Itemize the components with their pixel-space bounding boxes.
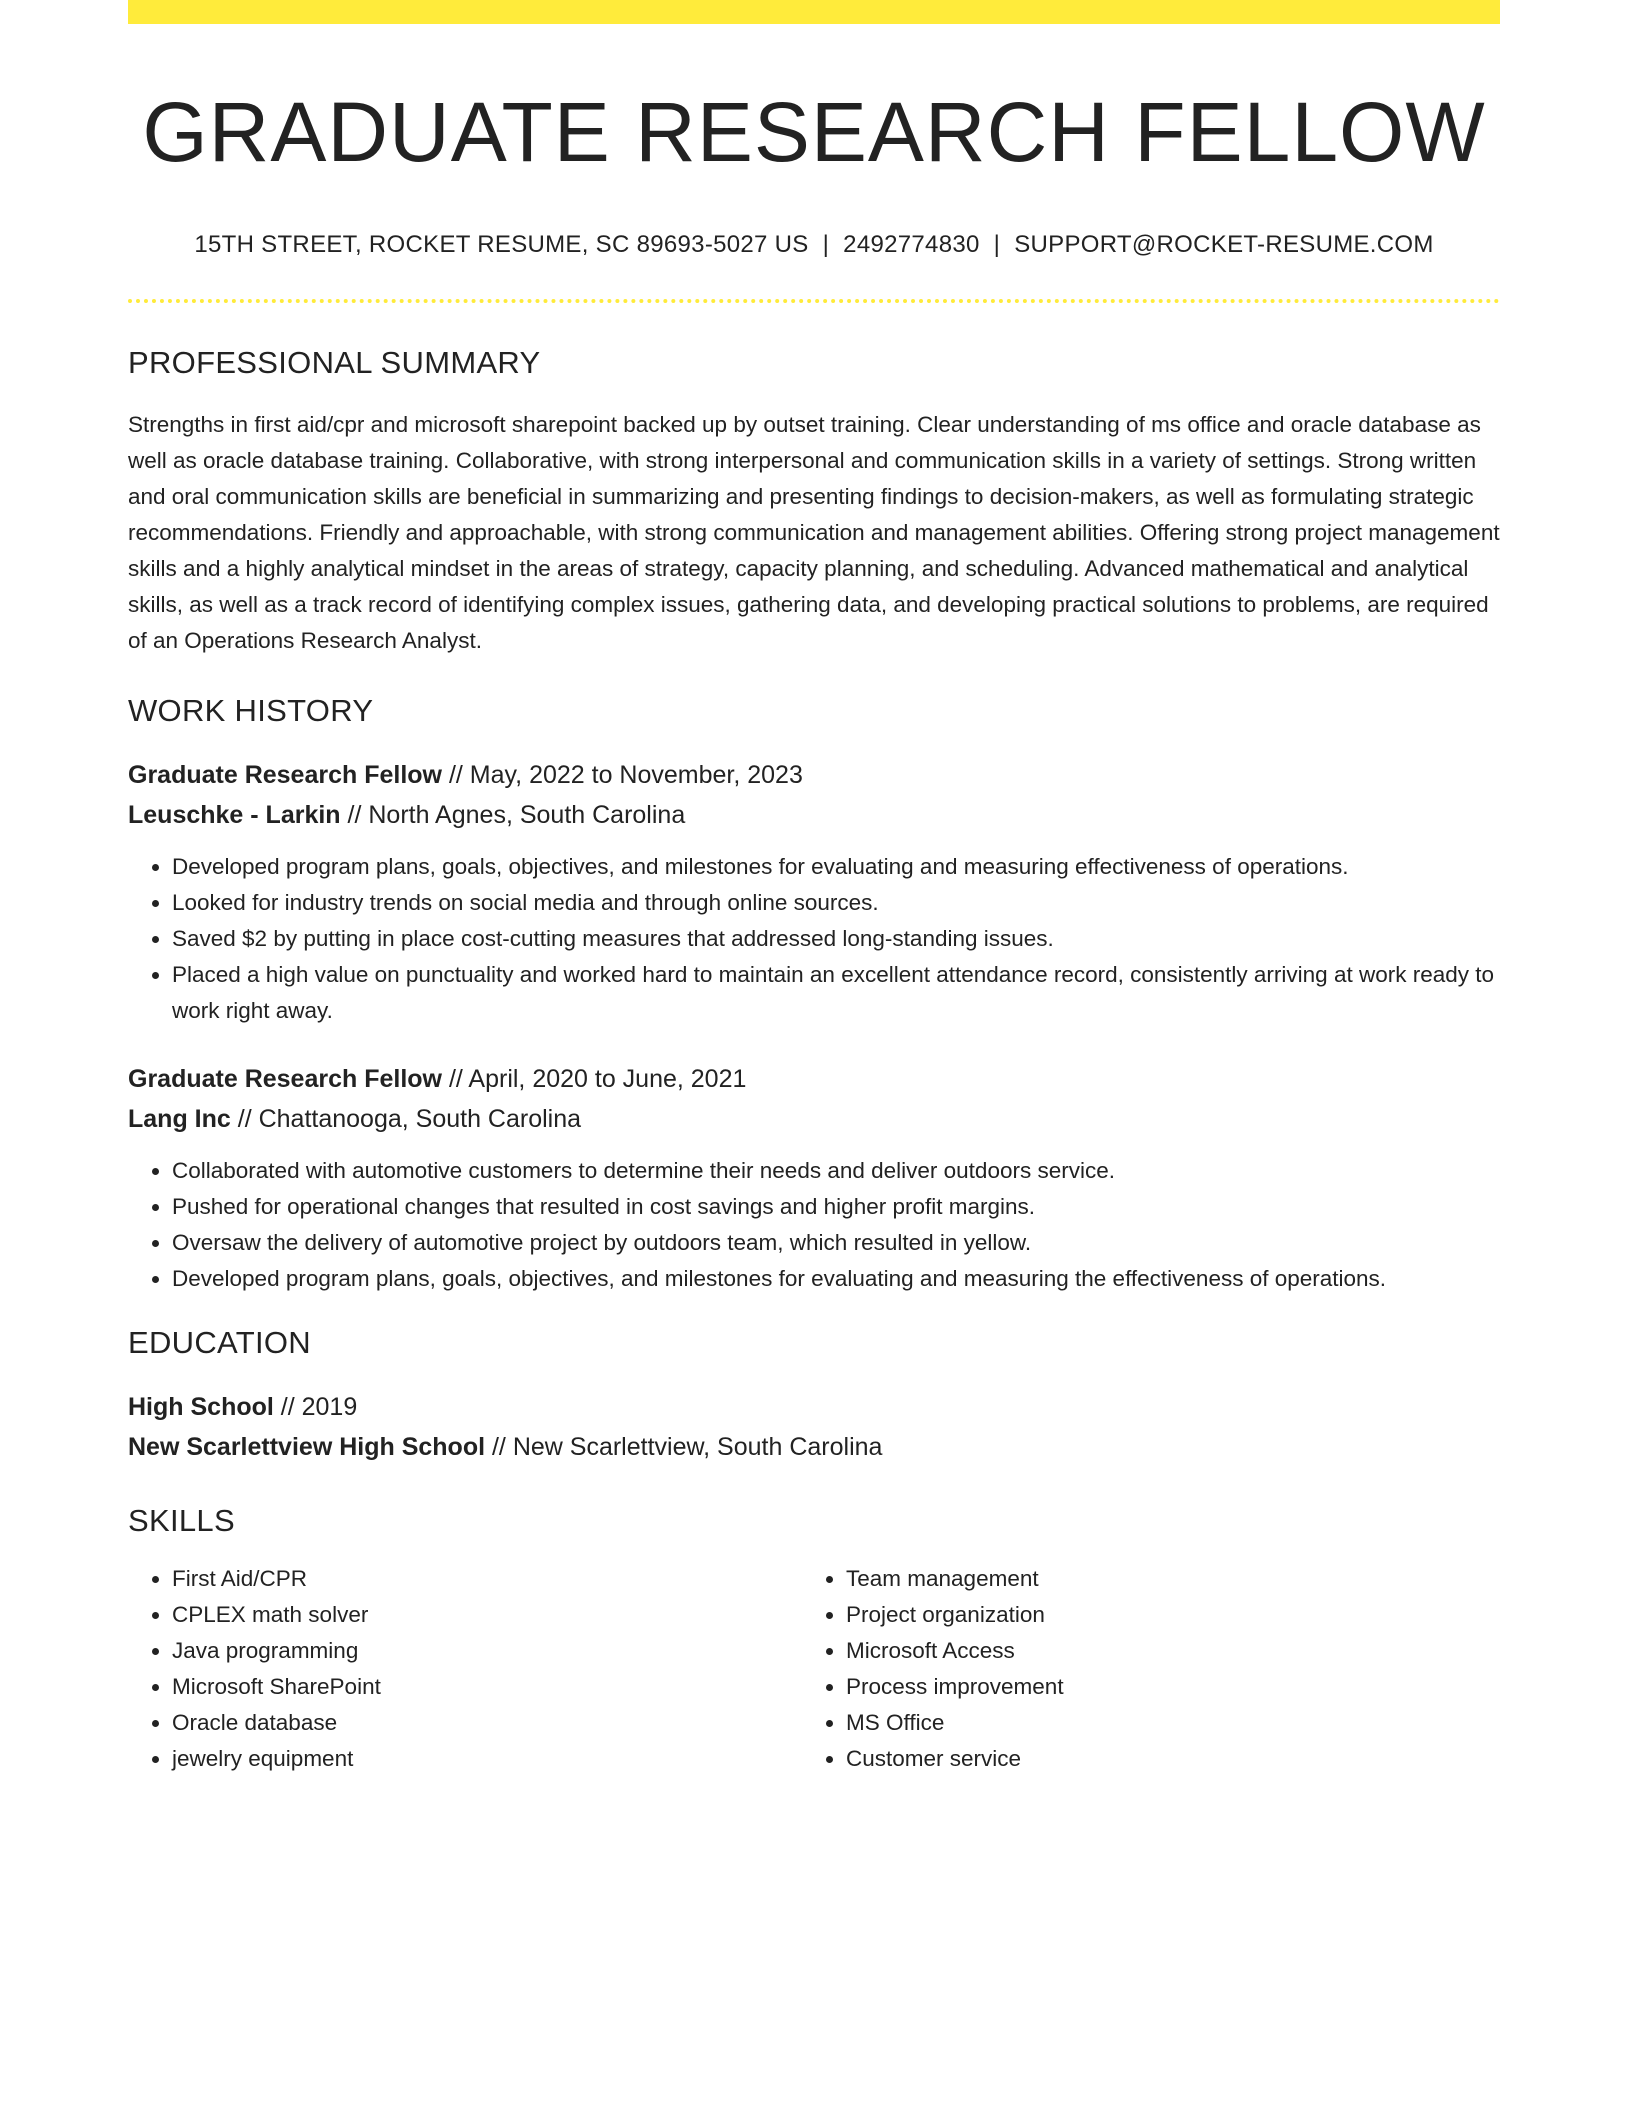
contact-line: [128, 231, 1500, 259]
list-item: • Oversaw the delivery of automotive project by outdoors team, which resulted in yellow.: [172, 1225, 1500, 1261]
skill-item: • CPLEX math solver: [172, 1597, 802, 1633]
job-title-line: [128, 1059, 1500, 1099]
email-text: SUPPORT@ROCKET-RESUME.COM: [1014, 230, 1434, 258]
degree: High School: [128, 1392, 274, 1421]
skill-item: • Java programming: [172, 1633, 802, 1669]
skills-grid: [128, 1561, 1500, 1777]
skills-heading: SKILLS: [128, 1502, 235, 1538]
job-dates: // April, 2020 to June, 2021: [442, 1064, 747, 1093]
school-location: // New Scarlettview, South Carolina: [485, 1432, 883, 1461]
job-entry: [128, 1059, 1500, 1297]
job-company: Leuschke - Larkin: [128, 800, 341, 829]
skill-item: • Customer service: [846, 1741, 1476, 1777]
list-item: • Saved $2 by putting in place cost-cutting measures that addressed long-standing issues.: [172, 921, 1500, 957]
school-name: New Scarlettview High School: [128, 1432, 486, 1461]
job-title-line: [128, 755, 1500, 795]
dotted-divider: [128, 299, 1500, 303]
contact-separator: |: [993, 230, 1001, 258]
skills-column-left: [128, 1561, 802, 1777]
list-item: • Developed program plans, goals, objectives, and milestones for evaluating and measuring the effectiveness of operations.: [172, 1261, 1500, 1297]
list-item: • Collaborated with automotive customers to determine their needs and deliver outdoors service.: [172, 1153, 1500, 1189]
summary-text: Strengths in first aid/cpr and microsoft sharepoint backed up by outset training. Clear understanding of ms office and oracle database as well as oracle database training. Collaborative, with strong interpersonal and communication skills in a variety of settings. Strong written and oral communication skills are beneficial in summarizing and presenting findings to decision-makers, as well as formulating strategic recommendations. Friendly and approachable, with strong communication and management abilities. Offering strong project management skills and a highly analytical mindset in the areas of strategy, capacity planning, and scheduling. Advanced mathematical and analytical skills, as well as a track record of identifying complex issues, gathering data, and developing practical solutions to problems, are required of an Operations Research Analyst.: [128, 411, 1500, 653]
job-company: Lang Inc: [128, 1104, 231, 1133]
summary-heading: PROFESSIONAL SUMMARY: [128, 344, 541, 380]
job-bullets: [128, 849, 1500, 1029]
phone-text: 2492774830: [843, 230, 980, 258]
education-entry: [128, 1387, 1500, 1467]
graduation-year: // 2019: [273, 1392, 358, 1421]
job-company-line: [128, 1099, 1500, 1139]
contact-separator: |: [822, 230, 830, 258]
education-heading: EDUCATION: [128, 1324, 311, 1360]
resume-page: [128, 0, 1500, 1777]
resume-title: GRADUATE RESEARCH FELLOW: [142, 85, 1486, 179]
list-item: • Pushed for operational changes that resulted in cost savings and higher profit margins.: [172, 1189, 1500, 1225]
skill-item: • Microsoft Access: [846, 1633, 1476, 1669]
skill-item: • Process improvement: [846, 1669, 1476, 1705]
list-item: • Placed a high value on punctuality and worked hard to maintain an excellent attendance record, consistently arriving at work ready to work right away.: [172, 957, 1500, 1029]
job-title: Graduate Research Fellow: [128, 760, 443, 789]
job-title: Graduate Research Fellow: [128, 1064, 443, 1093]
job-company-line: [128, 795, 1500, 835]
degree-line: [128, 1387, 1500, 1427]
skill-item: • Oracle database: [172, 1705, 802, 1741]
accent-bar: [128, 0, 1500, 24]
skill-item: • First Aid/CPR: [172, 1561, 802, 1597]
job-location: // North Agnes, South Carolina: [340, 800, 686, 829]
list-item: • Looked for industry trends on social media and through online sources.: [172, 885, 1500, 921]
address-text: 15TH STREET, ROCKET RESUME, SC 89693-5027 US: [194, 230, 809, 258]
list-item: • Developed program plans, goals, objectives, and milestones for evaluating and measuring effectiveness of operations.: [172, 849, 1500, 885]
job-dates: // May, 2022 to November, 2023: [442, 760, 803, 789]
job-location: // Chattanooga, South Carolina: [230, 1104, 582, 1133]
job-bullets: [128, 1153, 1500, 1297]
skill-item: • MS Office: [846, 1705, 1476, 1741]
skill-item: • Team management: [846, 1561, 1476, 1597]
job-entry: [128, 755, 1500, 1029]
work-history-heading: WORK HISTORY: [128, 692, 374, 728]
school-line: [128, 1427, 1500, 1467]
skill-item: • Project organization: [846, 1597, 1476, 1633]
skill-item: • jewelry equipment: [172, 1741, 802, 1777]
skills-column-right: [802, 1561, 1476, 1777]
skill-item: • Microsoft SharePoint: [172, 1669, 802, 1705]
